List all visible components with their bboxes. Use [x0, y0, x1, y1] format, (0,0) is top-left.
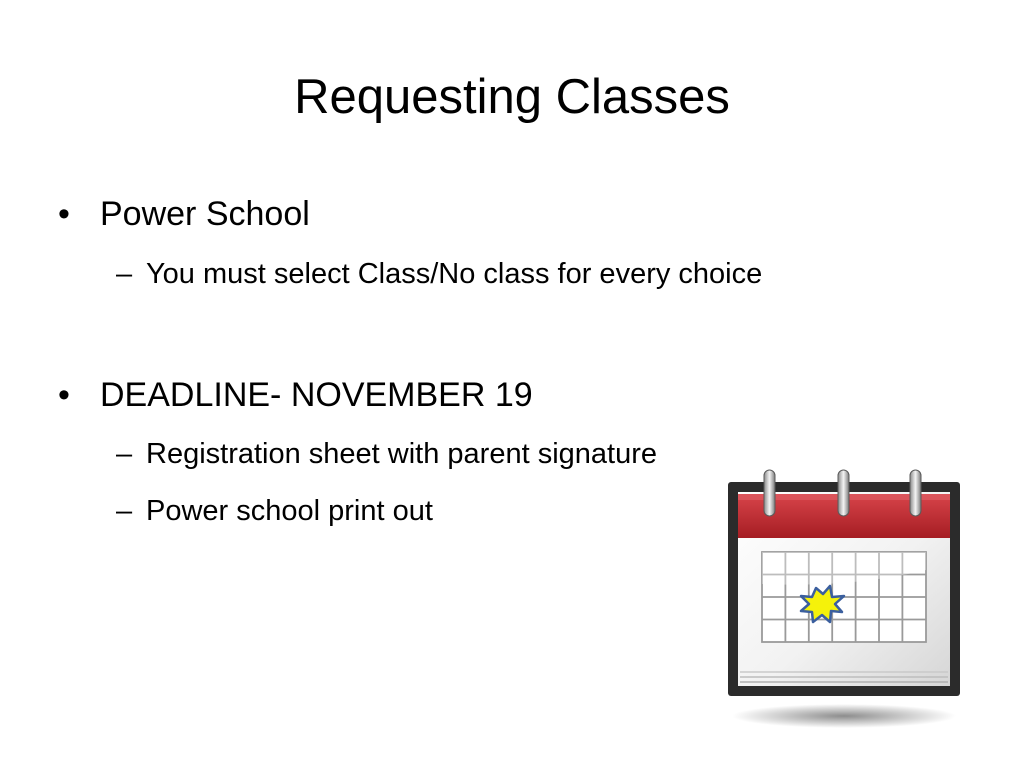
slide-title: Requesting Classes: [294, 70, 730, 124]
bullet-text: Power School: [100, 195, 310, 233]
calendar-shadow: [732, 704, 956, 728]
sub-bullet-marker: –: [116, 258, 133, 290]
bullet-power-school: [58, 192, 310, 236]
bullet-marker: •: [58, 376, 70, 414]
sub-bullet-text: Power school print out: [146, 495, 433, 527]
bullet-marker: •: [58, 195, 70, 233]
sub-bullet-select-class: [116, 254, 762, 294]
sub-bullet-print-out: [116, 491, 433, 531]
sub-bullet-text: You must select Class/No class for every choice: [146, 258, 763, 290]
bullet-text: DEADLINE- NOVEMBER 19: [100, 376, 533, 414]
bullet-deadline: [58, 373, 533, 417]
sub-bullet-registration-sheet: [116, 434, 657, 474]
sub-bullet-text: Registration sheet with parent signature: [146, 438, 658, 470]
sub-bullet-marker: –: [116, 495, 133, 527]
calendar-icon: [722, 466, 966, 730]
sub-bullet-marker: –: [116, 438, 133, 470]
